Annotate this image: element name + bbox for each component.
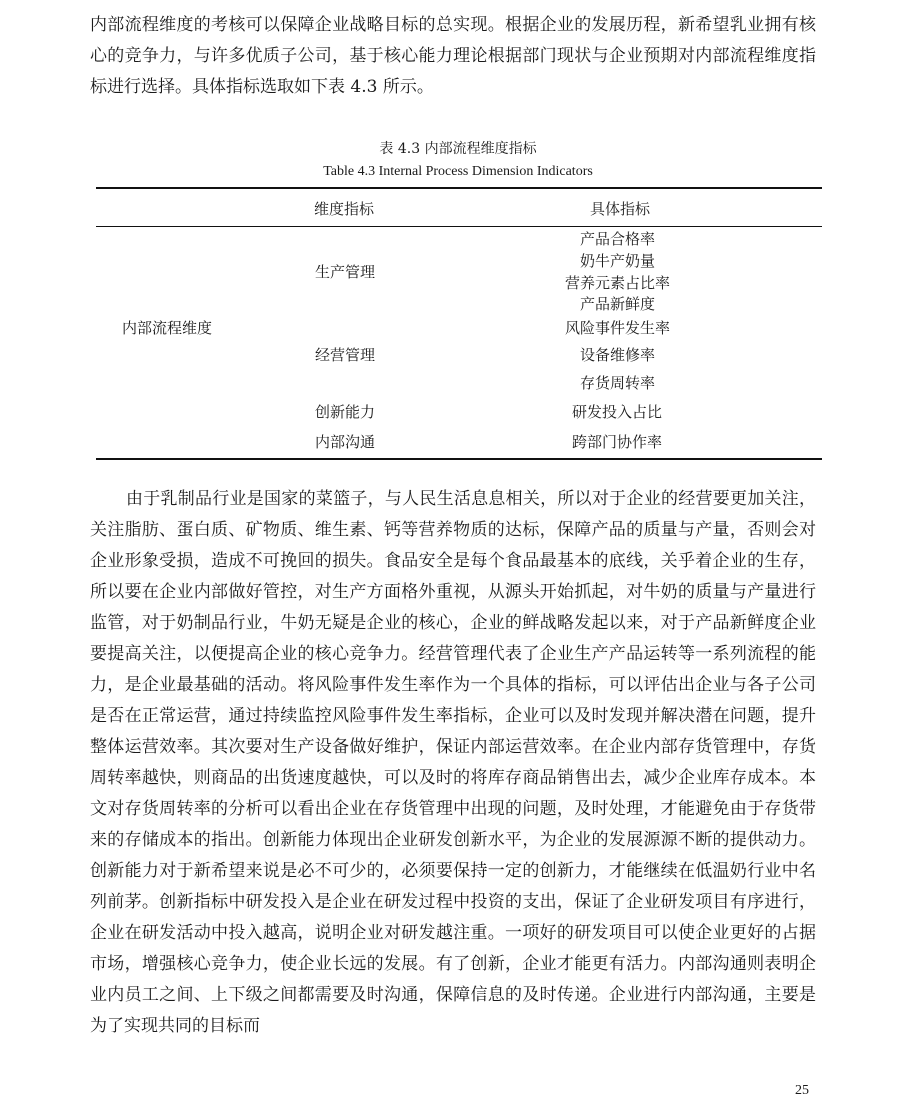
table-cell-dimension: 内部流程维度 xyxy=(122,319,213,337)
table-cell-indicator: 风险事件发生率 xyxy=(565,319,671,337)
table-cell-indicator: 营养元素占比率 xyxy=(565,274,671,292)
table-caption-cn: 表 4.3 内部流程维度指标 xyxy=(379,141,537,157)
intro-paragraph: 内部流程维度的考核可以保障企业战略目标的总实现。根据企业的发展历程，新希望乳业拥有核心的竞争力，与许多优质子公司，基于核心能力理论根据部门现状与企业预期对内部流程维度指标进行选择。具体指标选取如下表 4.3 所示。 xyxy=(90,15,817,97)
table-cell-group: 经营管理 xyxy=(315,346,376,364)
table-cell-indicator: 奶牛产奶量 xyxy=(580,252,656,270)
page-number: 25 xyxy=(795,1083,809,1098)
table-header-dimension: 维度指标 xyxy=(314,200,375,218)
body-paragraph: 由于乳制品行业是国家的菜篮子，与人民生活息息相关，所以对于企业的经营要更加关注，关注脂肪、蛋白质、矿物质、维生素、钙等营养物质的达标，保障产品的质量与产量，否则会对企业形象受损，造成不可挽回的损失。食品安全是每个食品最基本的底线，关乎着企业的生存，所以要在企业内部做好管控，对生产方面格外重视，从源头开始抓起，对牛奶的质量与产量进行监管，对于奶制品行业，牛奶无疑是企业的核心，企业的鲜战略发起以来，对于产品新鲜度企业要提高关注，以便提高企业的核心竞争力。经营管理代表了企业生产产品运转等一系列流程的能力，是企业最基础的活动。将风险事件发生率作为一个具体的指标，可以评估出企业与各子公司是否在正常运营，通过持续监控风险事件发生率指标，企业可以及时发现并解决潜在问题，提升整体运营效率。其次要对生产设备做好维护，保证内部运营效率。在企业内部存货管理中，存货周转率越快，则商品的出货速度越快，可以及时的将库存商品销售出去，减少企业库存成本。本文对存货周转率的分析可以看出企业在存货管理中出现的问题，及时处理，才能避免由于存货带来的存储成本的指出。创新能力体现出企业研发创新水平，为企业的发展源源不断的提供动力。创新能力对于新希望来说是必不可少的，必须要保持一定的创新力，才能继续在低温奶行业中名列前茅。创新指标中研发投入是企业在研发过程中投资的支出，保证了企业研发项目有序进行，企业在研发活动中投入越高，说明企业对研发越注重。一项好的研发项目可以使企业更好的占据市场，增强核心竞争力，使企业长远的发展。有了创新，企业才能更有活力。内部沟通则表明企业内员工之间、上下级之间都需要及时沟通，保障信息的及时传递。企业进行内部沟通，主要是为了实现共同的目标而 xyxy=(90,489,817,1036)
table-cell-indicator: 设备维修率 xyxy=(580,346,656,364)
table-cell-group: 内部沟通 xyxy=(315,433,376,451)
table-top-rule xyxy=(96,187,822,189)
table-cell-indicator: 跨部门协作率 xyxy=(572,433,663,451)
table-cell-group: 生产管理 xyxy=(315,263,376,281)
table-bottom-rule xyxy=(96,458,822,460)
table-header-indicator: 具体指标 xyxy=(590,200,651,218)
table-cell-indicator: 研发投入占比 xyxy=(572,403,663,421)
table-cell-group: 创新能力 xyxy=(315,403,376,421)
table-caption-en: Table 4.3 Internal Process Dimension Indicators xyxy=(323,164,593,179)
table-cell-indicator: 产品合格率 xyxy=(580,230,656,248)
table-cell-indicator: 产品新鲜度 xyxy=(580,295,656,313)
table-cell-indicator: 存货周转率 xyxy=(580,374,656,392)
table-header-rule xyxy=(96,226,822,227)
